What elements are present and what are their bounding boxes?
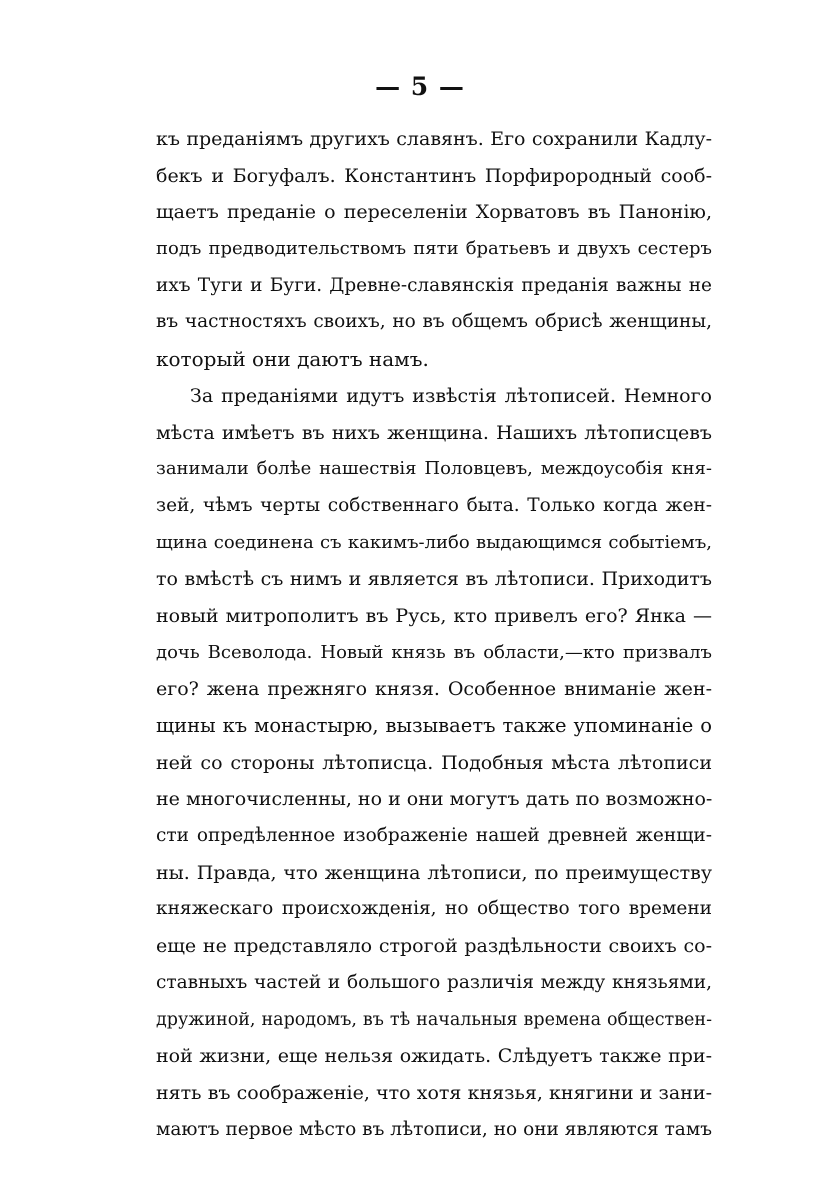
text-line: сти опредѣленное изображеніе нашей древней женщи- <box>156 825 712 847</box>
body-text <box>156 121 712 1148</box>
text-line: новый митрополитъ въ Русь, кто привелъ его? Янка — <box>156 604 712 627</box>
text-line: еще не представляло строгой раздѣльности своихъ со- <box>156 935 712 958</box>
text-line: ставныхъ частей и большого различія между князьями, <box>156 971 712 993</box>
text-line: нять въ соображеніе, что хотя князья, княгини и зани- <box>156 1081 712 1104</box>
text-line: княжескаго происхожденія, но общество того времени <box>156 898 712 920</box>
text-line: который они даютъ намъ. <box>156 347 429 372</box>
paragraph-1 <box>156 121 712 378</box>
text-line: За преданіями идутъ извѣстія лѣтописей. Немного <box>190 384 712 407</box>
text-line: бекъ и Богуфалъ. Константинъ Порфирородный сооб- <box>156 164 712 187</box>
text-line: маютъ первое мѣсто въ лѣтописи, но они являются тамъ <box>156 1118 712 1140</box>
text-line: то вмѣстѣ съ нимъ и является въ лѣтописи. Приходитъ <box>156 568 712 591</box>
text-line: дочь Всеволода. Новый князь въ области,—кто призвалъ <box>156 641 712 663</box>
text-line: зей, чѣмъ черты собственнаго быта. Только когда жен- <box>156 494 712 516</box>
text-line: ной жизни, еще нельзя ожидать. Слѣдуетъ также при- <box>156 1045 712 1068</box>
text-line: къ преданіямъ другихъ славянъ. Его сохранили Кадлу- <box>156 128 712 150</box>
text-line: его? жена прежняго князя. Особенное вниманіе жен- <box>156 678 712 701</box>
text-line: щины къ монастырю, вызываетъ также упоминаніе о <box>156 714 712 737</box>
text-line: ны. Правда, что женщина лѣтописи, по преимуществу <box>156 861 712 884</box>
text-line: подъ предводительствомъ пяти братьевъ и двухъ сестеръ <box>156 238 712 260</box>
text-line: щина соединена съ какимъ-либо выдающимся событіемъ, <box>156 531 712 553</box>
text-line: мѣста имѣетъ въ нихъ женщина. Нашихъ лѣтописцевъ <box>156 421 712 444</box>
text-line: щаетъ преданіе о переселеніи Хорватовъ въ Панонію, <box>156 201 712 224</box>
page-number: — 5 — <box>375 72 465 101</box>
paragraph-2 <box>156 378 712 1148</box>
text-line: ихъ Туги и Буги. Древне-славянскія преданія важны не <box>156 274 712 296</box>
text-line: дружиной, народомъ, въ тѣ начальныя времена обществен- <box>156 1009 712 1030</box>
text-line: въ частностяхъ своихъ, но въ общемъ обрисѣ женщины, <box>156 311 712 333</box>
text-line: не многочисленны, но и они могутъ дать по возможно- <box>156 788 713 811</box>
text-line: занимали болѣе нашествія Половцевъ, междоусобія кня- <box>156 458 712 480</box>
text-line: ней со стороны лѣтописца. Подобныя мѣста лѣтописи <box>156 751 712 774</box>
